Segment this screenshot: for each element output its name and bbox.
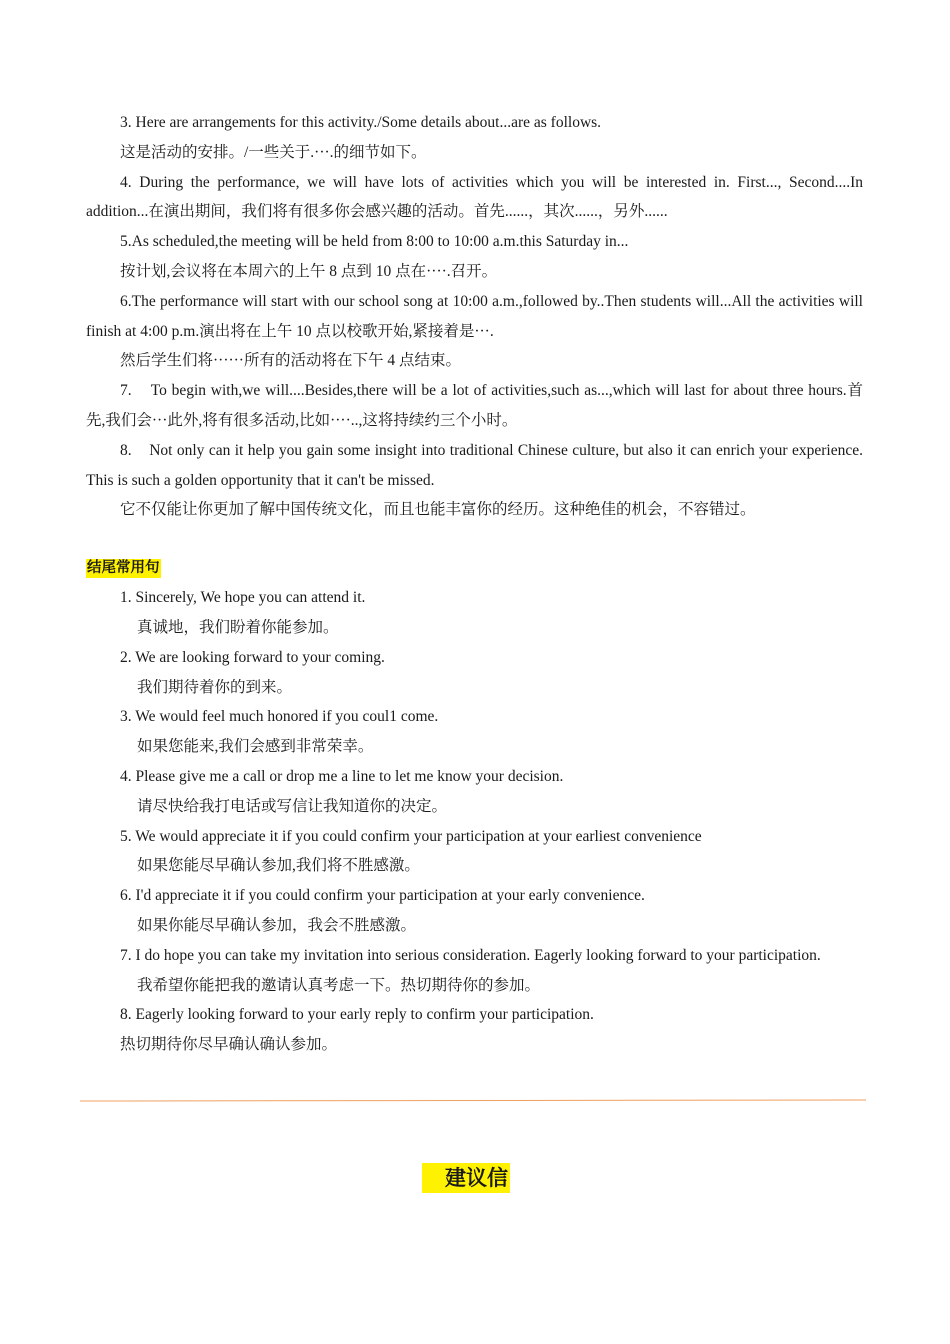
document-page (86, 108, 863, 1060)
paragraph: 6.The performance will start with our school song at 10:00 a.m.,followed by..Then students will...All the activities will finish at 4:00 p.m.演出将在上午 10 点以校歌开始,紧接着是···. (86, 292, 863, 340)
paragraph: 然后学生们将······所有的活动将在下午 4 点结束。 (120, 352, 461, 370)
closing-line: 如果您能尽早确认参加,我们将不胜感激。 (137, 857, 420, 875)
closing-line: 5. We would appreciate it if you could confirm your participation at your earliest convenience (120, 827, 702, 845)
closing-line: 4. Please give me a call or drop me a line to let me know your decision. (120, 767, 564, 785)
section-divider (80, 1099, 866, 1101)
paragraph: 按计划,会议将在本周六的上午 8 点到 10 点在····.召开。 (120, 262, 498, 280)
paragraph: 它不仅能让你更加了解中国传统文化，而且也能丰富你的经历。这种绝佳的机会，不容错过。 (120, 501, 756, 519)
paragraph: 5.As scheduled,the meeting will be held from 8:00 to 10:00 a.m.this Saturday in... (120, 233, 629, 251)
closing-line: 请尽快给我打电话或写信让我知道你的决定。 (137, 797, 448, 815)
closing-heading: 结尾常用句 (87, 560, 160, 577)
paragraph: 4. During the performance, we will have lots of activities which you will be interested in. First..., Second....In addition...在演出期间，我们将有很多你会感兴趣的活动。首先......，其次......，另外...... (86, 173, 863, 221)
closing-line: 7. I do hope you can take my invitation into serious consideration. Eagerly looking forward to your participation. (120, 946, 821, 964)
closing-line: 6. I'd appreciate it if you could confirm your participation at your early convenience. (120, 887, 645, 905)
closing-line: 我们期待着你的到来。 (137, 678, 293, 696)
closing-line: 真诚地，我们盼着你能参加。 (137, 618, 339, 636)
paragraph: 3. Here are arrangements for this activity./Some details about...are as follows. (120, 114, 602, 131)
section-title: 建议信 (422, 1163, 510, 1193)
paragraph: 这是活动的安排。/一些关于.···.的细节如下。 (120, 143, 427, 161)
closing-line: 我希望你能把我的邀请认真考虑一下。热切期待你的参加。 (137, 976, 541, 994)
body-paragraphs (86, 108, 863, 525)
closing-line: 8. Eagerly looking forward to your early reply to confirm your participation. (120, 1006, 594, 1024)
closing-line: 如果你能尽早确认参加，我会不胜感激。 (137, 916, 417, 934)
paragraph: 8. Not only can it help you gain some insight into traditional Chinese culture, but also it can enrich your experience. This is such a golden opportunity that it can't be missed. (86, 441, 863, 489)
closing-line: 如果您能来,我们会感到非常荣幸。 (137, 738, 374, 756)
closing-sentences (86, 583, 863, 1060)
closing-line: 1. Sincerely, We hope you can attend it. (120, 589, 366, 607)
paragraph: 7. To begin with,we will....Besides,there will be a lot of activities,such as...,which will last for about three hours.首先,我们会···此外,将有很多活动,比如····..,这将持续约三个小时。 (86, 382, 863, 429)
closing-line: 2. We are looking forward to your coming. (120, 648, 385, 666)
closing-line: 3. We would feel much honored if you coul1 come. (120, 708, 439, 726)
closing-heading-row (86, 554, 863, 583)
closing-line: 热切期待你尽早确认确认参加。 (120, 1036, 338, 1054)
